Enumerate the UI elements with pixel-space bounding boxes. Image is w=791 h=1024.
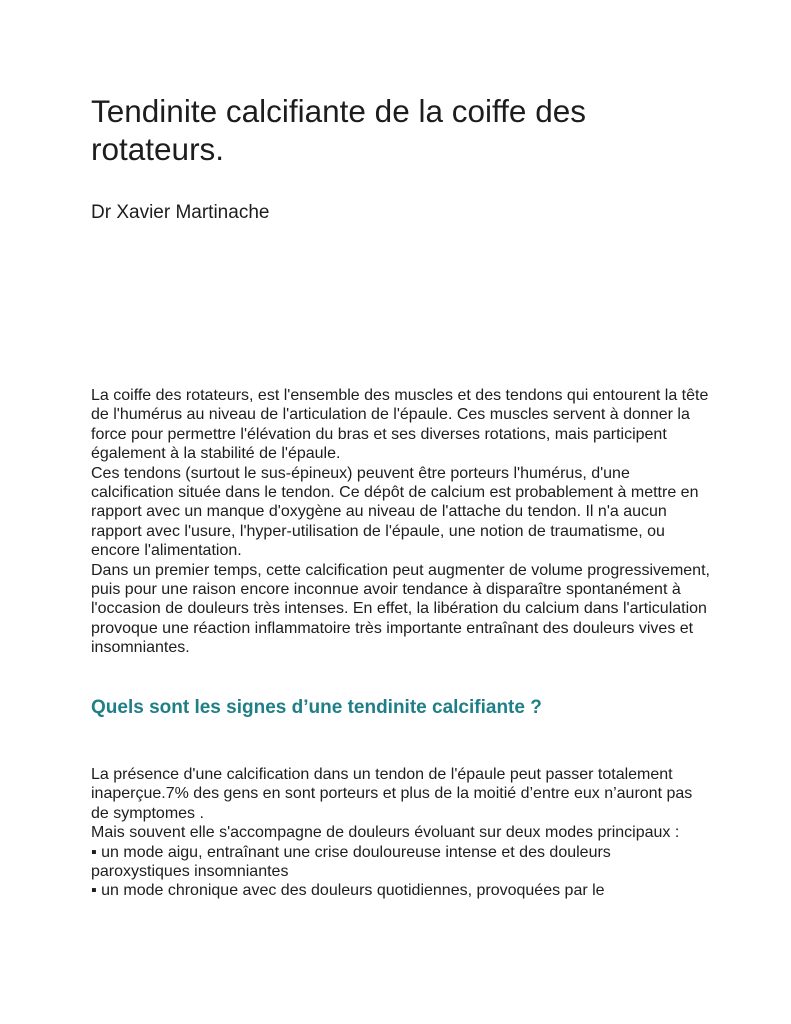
page-title: Tendinite calcifiante de la coiffe des rotateurs. [91, 93, 586, 167]
intro-section [91, 386, 711, 658]
intro-paragraph: La coiffe des rotateurs, est l'ensemble des muscles et des tendons qui entourent la tête de l'humérus au niveau de l'articulation de l'épaule. Ces muscles servent à donner la force pour permettre l'élévation du bras et ses diverses rotations, mais participent également à la stabilité de l'épaule. [91, 387, 709, 463]
signs-section [91, 765, 711, 901]
intro-paragraph: Dans un premier temps, cette calcification peut augmenter de volume progressivement, puis pour une raison encore inconnue avoir tendance à disparaître spontanément à l'occasion de douleurs très intenses. En effet, la libération du calcium dans l'articulation provoque une réaction inflammatoire très importante entraînant des douleurs vives et insomniantes. [91, 561, 710, 657]
signs-list-item: ▪ un mode aigu, entraînant une crise douloureuse intense et des douleurs paroxystiques insomniantes [91, 843, 611, 881]
signs-paragraph: Mais souvent elle s'accompagne de douleurs évoluant sur deux modes principaux : [91, 824, 680, 842]
signs-paragraph: La présence d'une calcification dans un tendon de l'épaule peut passer totalement inaperçue.7% des gens en sont porteurs et plus de la moitié d’entre eux n’auront pas de symptomes . [91, 766, 693, 822]
intro-paragraph: Ces tendons (surtout le sus-épineux) peuvent être porteurs l'humérus, d'une calcification située dans le tendon. Ce dépôt de calcium est probablement à mettre en rapport avec un manque d'oxygène au niveau de l'attache du tendon. Il n'a aucun rapport avec l'usure, l'hyper-utilisation de l'épaule, une notion de traumatisme, ou encore l'alimentation. [91, 464, 699, 560]
author-name: Dr Xavier Martinache [91, 202, 270, 223]
section-heading: Quels sont les signes d’une tendinite calcifiante ? [91, 697, 542, 718]
signs-list-item: ▪ un mode chronique avec des douleurs quotidiennes, provoquées par le [91, 882, 605, 900]
